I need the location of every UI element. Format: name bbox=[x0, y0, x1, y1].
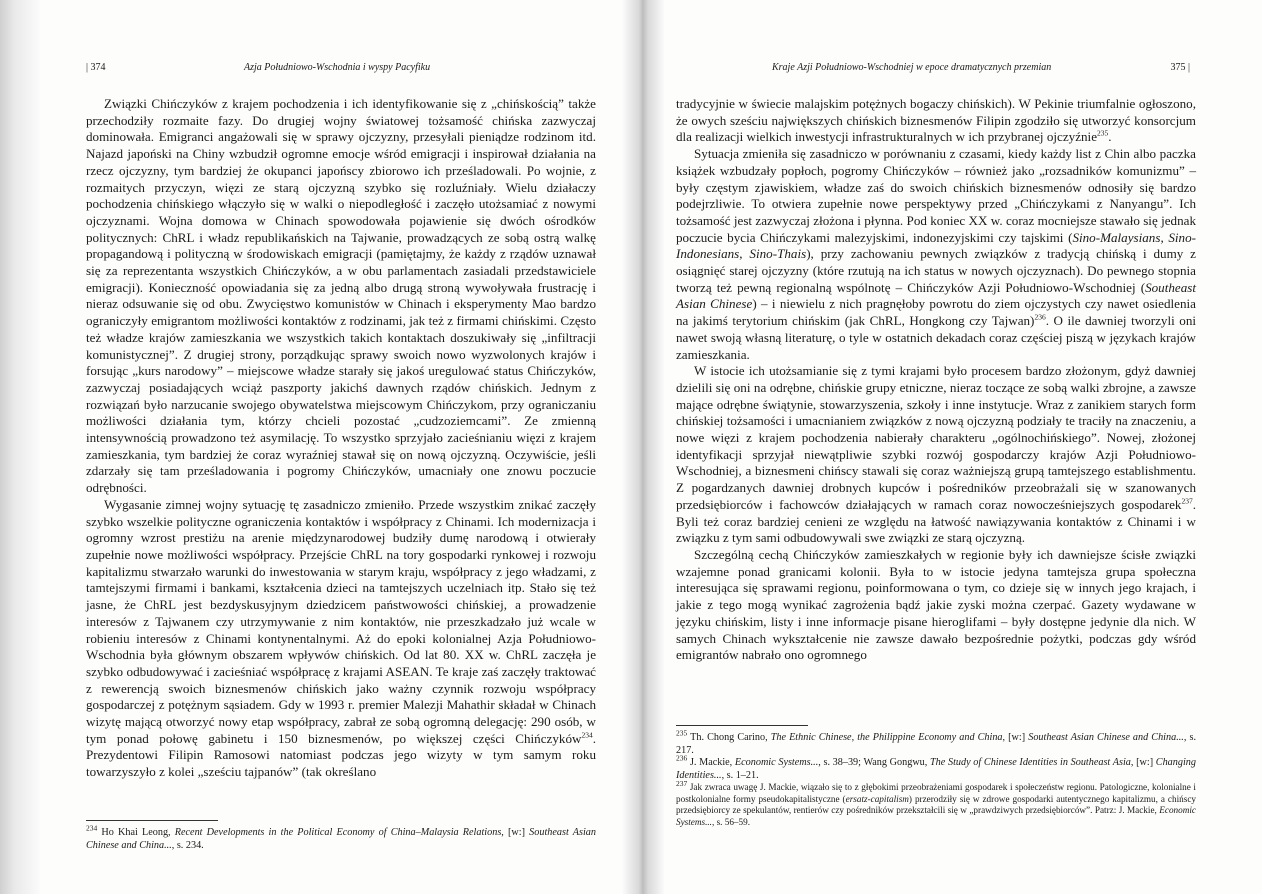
footnote-237: $^{237}$ Jak zwraca uwagę J. Mackie, wiązało się to z głębokimi przeobrażeniami gospodarek i społeczeństw regionu. Patologiczne, kolonialne i postkolonialne formy pseudokapitalistyczne (ersatz-capitalism) przerodziły się w zdrowe gospodarki autentycznego kapitalizmu, a chińscy przedsiębiorcy ze spekulantów, rentierów czy pośredników przekształcili się w „prawdziwych przedsiębiorców”. Patrz: J. Mackie, Economic Systems..., s. 56–59. bbox=[676, 779, 1197, 827]
footnote-ref: 236 bbox=[1034, 312, 1046, 322]
left-body-text bbox=[86, 96, 596, 781]
right-page-number: 375 | bbox=[1170, 62, 1190, 73]
left-running-head bbox=[86, 58, 596, 78]
footnote-rule bbox=[86, 820, 218, 821]
left-footnotes bbox=[86, 820, 596, 852]
right-running-title: Kraje Azji Południowo-Wschodniej w epoce dramatycznych przemian bbox=[772, 62, 1052, 73]
paragraph: Wygasanie zimnej wojny sytuację tę zasadniczo zmieniło. Przede wszystkim znikać zaczęły szybko wszelkie polityczne ograniczenia kontaktów i współpracy z Chinami. Ich modernizacja i ogromny wzrost prestiżu na arenie międzynarodowej budziły dumę narodową i otwierały zupełnie nowe możliwości współpracy. Przejście ChRL na tory gospodarki rynkowej i rozwoju kapitalizmu stwarzało warunki do inwestowania w starym kraju, współpracy z jego władzami, z tamtejszymi firmami i bankami, kształcenia dzieci na tamtejszych uczelniach itp. Stało się też jasne, że ChRL jest bezdyskusyjnym dziedzicem państwowości chińskiej, a prowadzenie interesów z Tajwanem czy utrzymywanie z nim kontaktów, nie przeszkadzało już wcale w robieniu interesów z Chinami kontynentalnymi. Aż do epoki kolonialnej Azja Południowo-Wschodnia była głównym obszarem wpływów chińskich. Od lat 80. XX w. ChRL zaczęła je szybko odbudowywać i zacieśniać współpracę z krajami ASEAN. Te kraje zaś zaczęły traktować z rewerencją swoich biznesmenów chińskich jako ważny czynnik rozwoju współpracy gospodarczej z potężnym sąsiadem. Gdy w 1993 r. premier Malezji Mahathir składał w Chinach wizytę mającą otworzyć nowy etap współpracy, zabrał ze sobą ogromną delegację: 290 osób, w tym ponad połowę gabinetu i 150 biznesmenów, po większej części Chińczyków$^{234}$. Prezydentowi Filipin Ramosowi natomiast podczas jego wizyty w tym samym roku towarzyszyło z kolei „sześciu tajpanów” (tak określano bbox=[86, 496, 596, 780]
book-gutter bbox=[622, 0, 664, 894]
right-running-head bbox=[676, 58, 1196, 78]
paragraph: tradycyjnie w świecie malajskim potężnych bogaczy chińskich). W Pekinie triumfalnie ogłoszono, że owych sześciu największych chińskich biznesmenów Filipin zgodziło się utworzyć konsorcjum dla realizacji wielkich inwestycji infrastrukturalnych w ich przybranej ojczyźnie$^{235}$. bbox=[676, 96, 1196, 145]
right-footnotes bbox=[676, 725, 1196, 828]
paragraph: Szczególną cechą Chińczyków zamieszkałych w regionie były ich dawniejsze ścisłe związki wzajemne ponad granicami kolonii. Była to w istocie jedyna tamtejsza grupa społeczna interesująca się sprawami regionu, poinformowana o tym, co dzieje się w innych jego krajach, i jakie z tego mogą wynikać zagrożenia bądź jakie zyski można czerpać. Gazety wydawane w języku chińskim, listy i inne informacje pisane hieroglifami – były dostępne jedynie dla nich. W samych Chinach wykształcenie nie zawsze dawało bezpośrednie pożytki, podczas gdy wśród emigrantów nabrało ono ogromnego bbox=[676, 546, 1196, 663]
paragraph: Sytuacja zmieniła się zasadniczo w porównaniu z czasami, kiedy każdy list z Chin albo paczka książek wzbudzały popłoch, pogromy Chińczyków – również jako „rozsadników komunizmu” – były częstym zjawiskiem, władze zaś do swoich chińskich biznesmenów odnosiły się bardzo podejrzliwie. To otwiera zupełnie nowe perspektywy przed „Chińczykami z Nanyangu”. Ich tożsamość jest zazwyczaj złożona i płynna. Pod koniec XX w. coraz mocniejsze stawało się jednak poczucie bycia Chińczykami malezyjskimi, indonezyjskimi czy tajskimi (Sino-Malaysians, Sino-Indonesians, Sino-Thais), przy zachowaniu pewnych związków z tradycją chińską i dumy z osiągnięć starej ojczyzny (które rzutują na ich status w nowych ojczyznach). Do pewnego stopnia tworzą też pewną regionalną wspólnotę – Chińczyków Azji Południowo-Wschodniej (Southeast Asian Chinese) – i niewielu z nich pragnęłoby powrotu do ziem ojczystych czy nawet osiedlenia na jakimś terytorium chińskim (jak ChRL, Hongkong czy Tajwan)$^{236}$. O ile dawniej tworzyli oni nawet swoją własną literaturę, o tyle w ostatnich dekadach coraz częściej piszą w językach krajów zamieszkania. bbox=[676, 146, 1197, 362]
page-edge-shadow bbox=[0, 0, 40, 894]
paragraph: Związki Chińczyków z krajem pochodzenia i ich identyfikowanie się z „chińskością” także przechodziły rozmaite fazy. Do drugiej wojny światowej tożsamość chińska zazwyczaj dominowała. Emigranci angażowali się w sprawy ojczyzny, przesyłali pieniądze rodzinom itd. Najazd japoński na Chiny wzbudził ogromne emocje wśród emigracji i inspirował działania na rzecz ojczyzny, tym bardziej że okupanci japońscy zbiorowo ich prześladowali. Po wojnie, z rozmaitych przyczyn, więzi ze starą ojczyzną szybko się rozluźniały. Wielu działaczy pochodzenia chińskiego włączyło się w walki o niepodległość i zaczęło utożsamiać z nowymi ojczyznami. Wojna domowa w Chinach spowodowała pojawienie się dwóch ośrodków politycznych: ChRL i władz republikańskich na Tajwanie, prowadzących ze sobą ostrą walkę propagandową i polityczną w środowiskach emigracji (pamiętajmy, że każdy z rządów uznawał się za reprezentanta wszystkich Chińczyków, a w obu parlamentach zasiadali przedstawiciele emigracji). Konieczność opowiadania się za jedną albo drugą stroną wywoływała frustrację i nieraz odsuwanie się od obu. Zwycięstwo komunistów w Chinach i eksperymenty Mao bardzo ograniczyły emigrantom możliwości kontaktów z rodzinami, jak też z firmami chińskimi. Często też władze krajów zamieszkania we wszystkich takich kontaktach doszukiwały się „infiltracji komunistycznej”. Z drugiej strony, porządkując sprawy swoich nowo wyzwolonych krajów i forsując „kurs narodowy” – miejscowe władze starały się jakoś uregulować status Chińczyków, zazwyczaj posiadających wciąż paszporty jakichś dawnych rządów chińskich. Jednym z rozwiązań było narzucanie swojego obywatelstwa miejscowym Chińczykom, przy ograniczaniu możliwości działania tym, którzy chcieli pozostać „cudzoziemcami”. Ze zmienną intensywnością prowadzono też asymilację. To wszystko sprzyjało zacieśnianiu więzi z krajem zamieszkania, tym bardziej że coraz wyraźniej stawał się on nową ojczyzną. Oczywiście, jeśli zdarzały się tam prześladowania i pogromy Chińczyków, umacniały one znowu poczucie odrębności. bbox=[86, 96, 596, 496]
footnote-234: $^{234}$ Ho Khai Leong, Recent Developments in the Political Economy of China–Malaysia Relations, [w:] Southeast Asian Chinese and China..., s. 234. bbox=[86, 823, 596, 851]
right-body-text bbox=[676, 96, 1196, 664]
left-page bbox=[86, 58, 596, 851]
left-running-title: Azja Południowo-Wschodnia i wyspy Pacyfiku bbox=[244, 62, 431, 73]
left-page-number: | 374 bbox=[86, 62, 106, 73]
paragraph: W istocie ich utożsamianie się z tymi krajami było procesem bardzo złożonym, gdyż dawniej dzielili się oni na odrębne, chińskie grupy etniczne, nieraz toczące ze sobą walki zbrojne, a zawsze mające odrębne świątynie, stowarzyszenia, szkoły i inne instytucje. Wraz z zanikiem starych form chińskiej tożsamości i umacnianiem związków z nową ojczyzną podziały te traciły na znaczeniu, a nowe więzi z krajem pochodzenia nabierały charakteru „ogólnochińskiego”. Nowej, złożonej identyfikacji sprzyjał niewątpliwie szybki rozwój gospodarczy krajów Azji Południowo-Wschodniej, a biznesmeni chińscy stawali się coraz ważniejszą grupą tamtejszego establishmentu. Z pogardzanych dawniej drobnych kupców i pośredników przeobrażali się w szanowanych przedsiębiorców i fachowców działających w ramach coraz nowocześniejszych gospodarek$^{237}$. Byli też coraz bardziej cenieni ze względu na łatwość nawiązywania kontaktów z Chinami i w związku z tym sami odbudowywali swe związki ze starą ojczyzną. bbox=[676, 363, 1196, 546]
footnote-ref: 234 bbox=[581, 730, 593, 740]
footnote-ref: 237 bbox=[1181, 496, 1193, 506]
footnote-236: $^{236}$ J. Mackie, Economic Systems..., s. 38–39; Wang Gongwu, The Study of Chinese Identities in Southeast Asia, [w:] Changing Identities..., s. 1–21. bbox=[676, 753, 1196, 781]
footnote-235: $^{235}$ Th. Chong Carino, The Ethnic Chinese, the Philippine Economy and China, [w:] Southeast Asian Chinese and China..., s. 217. bbox=[676, 728, 1196, 756]
footnote-ref: 235 bbox=[1097, 129, 1109, 139]
right-page bbox=[676, 58, 1197, 827]
footnote-rule bbox=[676, 725, 808, 726]
